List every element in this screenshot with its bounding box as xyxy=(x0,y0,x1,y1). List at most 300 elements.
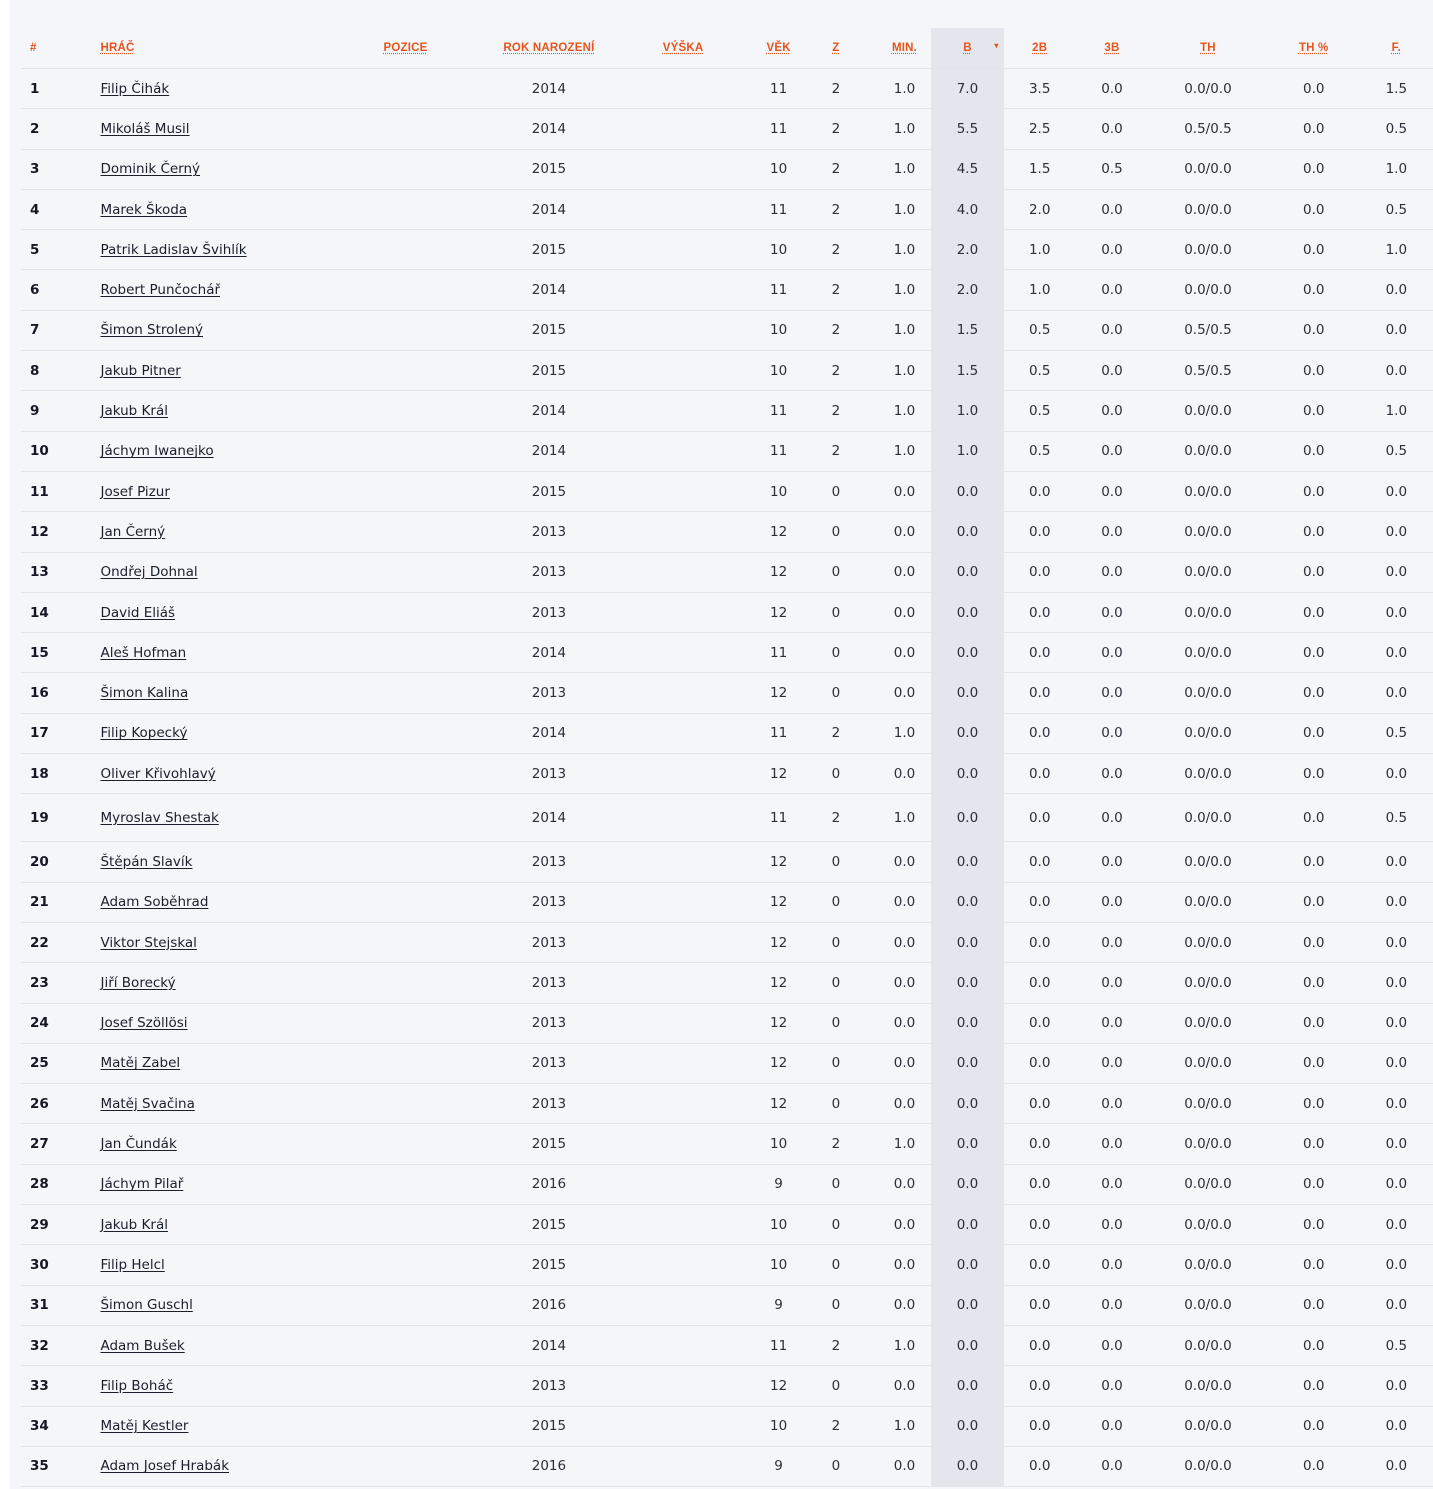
cell-position xyxy=(316,633,495,673)
cell-free-throws: 0.0/0.0 xyxy=(1148,69,1268,109)
player-link[interactable]: Jakub Pitner xyxy=(100,362,181,379)
player-link[interactable]: Marek Škoda xyxy=(100,201,188,218)
cell-rank: 26 xyxy=(21,1084,100,1124)
cell-height xyxy=(603,552,763,592)
cell-games: 0 xyxy=(794,673,878,713)
cell-rank: 5 xyxy=(21,230,100,270)
cell-player xyxy=(100,431,316,471)
table-row xyxy=(21,69,1433,109)
cell-minutes: 1.0 xyxy=(878,109,932,149)
cell-three-pointers: 0.0 xyxy=(1076,713,1148,753)
cell-free-throws: 0.0/0.0 xyxy=(1148,1164,1268,1204)
cell-points: 0.0 xyxy=(931,1124,1003,1164)
cell-free-throw-pct: 0.0 xyxy=(1268,1245,1360,1285)
cell-player xyxy=(100,512,316,552)
cell-rank: 14 xyxy=(21,592,100,632)
cell-birth-year: 2015 xyxy=(495,1205,603,1245)
cell-games: 2 xyxy=(794,391,878,431)
cell-three-pointers: 0.0 xyxy=(1076,754,1148,794)
cell-birth-year: 2016 xyxy=(495,1285,603,1325)
cell-rank: 8 xyxy=(21,351,100,391)
cell-player xyxy=(100,310,316,350)
cell-two-pointers: 0.0 xyxy=(1004,713,1076,753)
cell-player xyxy=(100,922,316,962)
cell-free-throw-pct: 0.0 xyxy=(1268,189,1360,229)
cell-age: 10 xyxy=(763,1245,794,1285)
cell-fouls: 0.0 xyxy=(1360,842,1433,882)
player-link[interactable]: Viktor Stejskal xyxy=(100,934,197,951)
cell-position xyxy=(316,1084,495,1124)
table-row xyxy=(21,149,1433,189)
cell-birth-year: 2014 xyxy=(495,633,603,673)
cell-two-pointers: 0.0 xyxy=(1004,1446,1076,1486)
cell-age: 9 xyxy=(763,1285,794,1325)
cell-player xyxy=(100,552,316,592)
player-link[interactable]: Josef Pizur xyxy=(100,483,170,500)
cell-points: 0.0 xyxy=(931,754,1003,794)
cell-points: 0.0 xyxy=(931,1245,1003,1285)
cell-three-pointers: 0.0 xyxy=(1076,1164,1148,1204)
cell-games: 0 xyxy=(794,1043,878,1083)
cell-free-throw-pct: 0.0 xyxy=(1268,149,1360,189)
cell-height xyxy=(603,592,763,632)
cell-fouls: 0.0 xyxy=(1360,1406,1433,1446)
cell-height xyxy=(603,1406,763,1446)
cell-two-pointers: 0.5 xyxy=(1004,431,1076,471)
table-row xyxy=(21,673,1433,713)
player-link[interactable]: Jakub Král xyxy=(100,403,168,420)
cell-fouls: 1.0 xyxy=(1360,149,1433,189)
cell-fouls: 0.0 xyxy=(1360,592,1433,632)
cell-games: 2 xyxy=(794,794,878,842)
player-link[interactable]: Patrik Ladislav Švihlík xyxy=(100,241,247,258)
table-row xyxy=(21,471,1433,511)
cell-points: 0.0 xyxy=(931,1003,1003,1043)
player-link[interactable]: Matěj Zabel xyxy=(100,1055,181,1072)
cell-minutes: 0.0 xyxy=(878,922,932,962)
table-row xyxy=(21,391,1433,431)
table-row xyxy=(21,1205,1433,1245)
cell-height xyxy=(603,351,763,391)
col-header-points[interactable] xyxy=(931,28,1003,69)
player-link[interactable]: Aleš Hofman xyxy=(100,644,187,661)
player-link[interactable]: Robert Punčochář xyxy=(100,282,221,299)
cell-height xyxy=(603,189,763,229)
cell-height xyxy=(603,149,763,189)
cell-two-pointers: 0.5 xyxy=(1004,310,1076,350)
cell-position xyxy=(316,1446,495,1486)
cell-free-throw-pct: 0.0 xyxy=(1268,794,1360,842)
cell-points: 1.5 xyxy=(931,351,1003,391)
cell-fouls: 1.0 xyxy=(1360,230,1433,270)
cell-birth-year: 2013 xyxy=(495,552,603,592)
player-stats-table xyxy=(21,28,1433,1487)
cell-player xyxy=(100,963,316,1003)
cell-three-pointers: 0.0 xyxy=(1076,1285,1148,1325)
cell-points: 0.0 xyxy=(931,1446,1003,1486)
col-header-games[interactable]: Z xyxy=(794,28,878,69)
cell-minutes: 0.0 xyxy=(878,673,932,713)
cell-minutes: 0.0 xyxy=(878,882,932,922)
table-row xyxy=(21,270,1433,310)
cell-position xyxy=(316,270,495,310)
cell-games: 2 xyxy=(794,351,878,391)
player-link[interactable]: Jan Černý xyxy=(100,523,166,540)
cell-three-pointers: 0.0 xyxy=(1076,69,1148,109)
col-header-birth-year[interactable]: ROK NAROZENÍ xyxy=(495,28,603,69)
cell-points: 1.0 xyxy=(931,391,1003,431)
cell-free-throw-pct: 0.0 xyxy=(1268,1043,1360,1083)
cell-position xyxy=(316,922,495,962)
cell-age: 11 xyxy=(763,431,794,471)
cell-position xyxy=(316,109,495,149)
player-link[interactable]: Filip Helcl xyxy=(100,1256,165,1273)
col-header-three-pointers[interactable]: 3B xyxy=(1076,28,1148,69)
cell-three-pointers: 0.0 xyxy=(1076,922,1148,962)
col-header-free-throws[interactable]: TH xyxy=(1148,28,1268,69)
cell-age: 12 xyxy=(763,512,794,552)
cell-birth-year: 2013 xyxy=(495,1084,603,1124)
col-header-rank[interactable]: # xyxy=(21,28,100,69)
cell-player xyxy=(100,109,316,149)
cell-position xyxy=(316,592,495,632)
cell-three-pointers: 0.0 xyxy=(1076,1245,1148,1285)
cell-age: 12 xyxy=(763,842,794,882)
cell-free-throws: 0.0/0.0 xyxy=(1148,754,1268,794)
cell-player xyxy=(100,351,316,391)
cell-birth-year: 2014 xyxy=(495,189,603,229)
cell-minutes: 0.0 xyxy=(878,1285,932,1325)
cell-minutes: 1.0 xyxy=(878,431,932,471)
cell-rank: 16 xyxy=(21,673,100,713)
cell-fouls: 0.0 xyxy=(1360,471,1433,511)
cell-height xyxy=(603,1084,763,1124)
cell-height xyxy=(603,1124,763,1164)
cell-minutes: 0.0 xyxy=(878,471,932,511)
player-link[interactable]: Šimon Kalina xyxy=(100,685,189,702)
cell-rank: 17 xyxy=(21,713,100,753)
cell-minutes: 1.0 xyxy=(878,69,932,109)
cell-fouls: 0.0 xyxy=(1360,633,1433,673)
player-link[interactable]: Josef Szöllösi xyxy=(100,1015,188,1032)
cell-free-throws: 0.0/0.0 xyxy=(1148,1003,1268,1043)
player-link[interactable]: Ondřej Dohnal xyxy=(100,564,198,581)
cell-age: 10 xyxy=(763,149,794,189)
cell-fouls: 0.0 xyxy=(1360,963,1433,1003)
cell-position xyxy=(316,794,495,842)
player-link[interactable]: Jáchym Iwanejko xyxy=(100,443,214,460)
cell-rank: 4 xyxy=(21,189,100,229)
cell-games: 2 xyxy=(794,109,878,149)
cell-free-throws: 0.0/0.0 xyxy=(1148,1245,1268,1285)
cell-position xyxy=(316,882,495,922)
table-row xyxy=(21,963,1433,1003)
table-row xyxy=(21,230,1433,270)
table-row xyxy=(21,1285,1433,1325)
cell-two-pointers: 0.0 xyxy=(1004,592,1076,632)
cell-height xyxy=(603,842,763,882)
col-header-height[interactable]: VÝŠKA xyxy=(603,28,763,69)
cell-games: 0 xyxy=(794,882,878,922)
cell-three-pointers: 0.0 xyxy=(1076,552,1148,592)
cell-minutes: 1.0 xyxy=(878,351,932,391)
cell-age: 10 xyxy=(763,471,794,511)
cell-points: 0.0 xyxy=(931,882,1003,922)
cell-two-pointers: 0.0 xyxy=(1004,1245,1076,1285)
cell-position xyxy=(316,431,495,471)
cell-minutes: 0.0 xyxy=(878,633,932,673)
cell-fouls: 0.0 xyxy=(1360,673,1433,713)
cell-games: 0 xyxy=(794,1003,878,1043)
cell-free-throws: 0.0/0.0 xyxy=(1148,673,1268,713)
cell-age: 12 xyxy=(763,552,794,592)
cell-three-pointers: 0.0 xyxy=(1076,431,1148,471)
player-link[interactable]: Adam Soběhrad xyxy=(100,894,209,911)
cell-age: 11 xyxy=(763,189,794,229)
col-header-minutes[interactable]: MIN. xyxy=(878,28,932,69)
cell-three-pointers: 0.0 xyxy=(1076,1084,1148,1124)
cell-height xyxy=(603,471,763,511)
cell-points: 5.5 xyxy=(931,109,1003,149)
cell-height xyxy=(603,1245,763,1285)
cell-player xyxy=(100,754,316,794)
cell-three-pointers: 0.0 xyxy=(1076,882,1148,922)
cell-free-throw-pct: 0.0 xyxy=(1268,754,1360,794)
cell-free-throw-pct: 0.0 xyxy=(1268,471,1360,511)
player-link[interactable]: Dominik Černý xyxy=(100,161,201,178)
player-link[interactable]: Jiří Borecký xyxy=(100,974,176,991)
cell-player xyxy=(100,1164,316,1204)
cell-free-throw-pct: 0.0 xyxy=(1268,592,1360,632)
cell-two-pointers: 0.0 xyxy=(1004,1043,1076,1083)
player-link[interactable]: Filip Boháč xyxy=(100,1377,174,1394)
cell-position xyxy=(316,1366,495,1406)
cell-games: 0 xyxy=(794,922,878,962)
cell-age: 12 xyxy=(763,1003,794,1043)
cell-minutes: 0.0 xyxy=(878,1164,932,1204)
cell-player xyxy=(100,1003,316,1043)
cell-points: 0.0 xyxy=(931,842,1003,882)
cell-points: 1.0 xyxy=(931,431,1003,471)
cell-rank: 6 xyxy=(21,270,100,310)
player-link[interactable]: Adam Bušek xyxy=(100,1337,185,1354)
cell-birth-year: 2015 xyxy=(495,310,603,350)
cell-height xyxy=(603,754,763,794)
cell-two-pointers: 0.5 xyxy=(1004,351,1076,391)
table-row xyxy=(21,109,1433,149)
col-header-points-label: B xyxy=(963,42,972,54)
cell-rank: 31 xyxy=(21,1285,100,1325)
cell-height xyxy=(603,882,763,922)
cell-rank: 23 xyxy=(21,963,100,1003)
col-header-two-pointers[interactable]: 2B xyxy=(1004,28,1076,69)
cell-birth-year: 2014 xyxy=(495,431,603,471)
cell-games: 0 xyxy=(794,592,878,632)
player-link[interactable]: Jan Čundák xyxy=(100,1136,177,1153)
cell-points: 1.5 xyxy=(931,310,1003,350)
cell-player xyxy=(100,391,316,431)
cell-age: 12 xyxy=(763,1043,794,1083)
player-link[interactable]: Adam Josef Hrabák xyxy=(100,1458,230,1475)
cell-minutes: 0.0 xyxy=(878,754,932,794)
cell-age: 11 xyxy=(763,270,794,310)
table-row xyxy=(21,1084,1433,1124)
cell-games: 0 xyxy=(794,512,878,552)
cell-free-throw-pct: 0.0 xyxy=(1268,842,1360,882)
cell-minutes: 1.0 xyxy=(878,794,932,842)
col-header-player[interactable]: HRÁČ xyxy=(100,28,316,69)
table-row xyxy=(21,1325,1433,1365)
cell-free-throws: 0.0/0.0 xyxy=(1148,1084,1268,1124)
player-link[interactable]: Jakub Král xyxy=(100,1216,168,1233)
cell-height xyxy=(603,1325,763,1365)
table-row xyxy=(21,552,1433,592)
player-link[interactable]: Mikoláš Musil xyxy=(100,120,190,137)
cell-games: 0 xyxy=(794,1164,878,1204)
cell-birth-year: 2015 xyxy=(495,351,603,391)
cell-three-pointers: 0.0 xyxy=(1076,842,1148,882)
cell-player xyxy=(100,794,316,842)
cell-free-throws: 0.0/0.0 xyxy=(1148,1205,1268,1245)
cell-three-pointers: 0.0 xyxy=(1076,963,1148,1003)
table-row xyxy=(21,1124,1433,1164)
cell-height xyxy=(603,109,763,149)
cell-free-throw-pct: 0.0 xyxy=(1268,882,1360,922)
cell-rank: 1 xyxy=(21,69,100,109)
cell-two-pointers: 0.0 xyxy=(1004,922,1076,962)
cell-rank: 18 xyxy=(21,754,100,794)
cell-height xyxy=(603,633,763,673)
cell-three-pointers: 0.0 xyxy=(1076,1003,1148,1043)
table-row xyxy=(21,1164,1433,1204)
cell-age: 10 xyxy=(763,1406,794,1446)
cell-age: 9 xyxy=(763,1446,794,1486)
cell-rank: 29 xyxy=(21,1205,100,1245)
cell-rank: 34 xyxy=(21,1406,100,1446)
cell-points: 0.0 xyxy=(931,673,1003,713)
table-row xyxy=(21,592,1433,632)
cell-three-pointers: 0.0 xyxy=(1076,592,1148,632)
cell-free-throw-pct: 0.0 xyxy=(1268,1406,1360,1446)
col-header-age[interactable]: VĚK xyxy=(763,28,794,69)
cell-birth-year: 2013 xyxy=(495,922,603,962)
cell-free-throws: 0.0/0.0 xyxy=(1148,512,1268,552)
cell-fouls: 0.0 xyxy=(1360,1084,1433,1124)
cell-player xyxy=(100,1205,316,1245)
player-link[interactable]: Matěj Kestler xyxy=(100,1418,189,1435)
cell-player xyxy=(100,1124,316,1164)
cell-birth-year: 2014 xyxy=(495,1325,603,1365)
cell-free-throws: 0.0/0.0 xyxy=(1148,1325,1268,1365)
cell-games: 0 xyxy=(794,1084,878,1124)
cell-points: 0.0 xyxy=(931,633,1003,673)
col-header-position[interactable]: POZICE xyxy=(316,28,495,69)
cell-player xyxy=(100,592,316,632)
cell-points: 4.0 xyxy=(931,189,1003,229)
cell-three-pointers: 0.0 xyxy=(1076,1325,1148,1365)
col-header-free-throw-pct[interactable]: TH % xyxy=(1268,28,1360,69)
cell-free-throw-pct: 0.0 xyxy=(1268,351,1360,391)
cell-birth-year: 2014 xyxy=(495,391,603,431)
cell-player xyxy=(100,1406,316,1446)
cell-rank: 32 xyxy=(21,1325,100,1365)
player-link[interactable]: Filip Čihák xyxy=(100,80,170,97)
player-link[interactable]: Matěj Svačina xyxy=(100,1095,195,1112)
cell-games: 2 xyxy=(794,69,878,109)
cell-minutes: 1.0 xyxy=(878,1124,932,1164)
cell-three-pointers: 0.5 xyxy=(1076,149,1148,189)
cell-games: 2 xyxy=(794,431,878,471)
table-row xyxy=(21,1003,1433,1043)
cell-minutes: 0.0 xyxy=(878,1003,932,1043)
cell-games: 0 xyxy=(794,1285,878,1325)
col-header-fouls[interactable]: F. xyxy=(1360,28,1433,69)
cell-birth-year: 2015 xyxy=(495,471,603,511)
cell-free-throw-pct: 0.0 xyxy=(1268,633,1360,673)
cell-player xyxy=(100,633,316,673)
cell-minutes: 1.0 xyxy=(878,1325,932,1365)
cell-height xyxy=(603,270,763,310)
player-link[interactable]: Štěpán Slavík xyxy=(100,853,193,870)
cell-fouls: 0.0 xyxy=(1360,1446,1433,1486)
cell-position xyxy=(316,963,495,1003)
cell-three-pointers: 0.0 xyxy=(1076,512,1148,552)
cell-height xyxy=(603,1003,763,1043)
cell-two-pointers: 0.0 xyxy=(1004,1205,1076,1245)
cell-two-pointers: 2.5 xyxy=(1004,109,1076,149)
cell-games: 2 xyxy=(794,270,878,310)
cell-two-pointers: 2.0 xyxy=(1004,189,1076,229)
cell-two-pointers: 0.0 xyxy=(1004,1003,1076,1043)
cell-position xyxy=(316,351,495,391)
cell-age: 11 xyxy=(763,633,794,673)
cell-position xyxy=(316,1003,495,1043)
player-link[interactable]: Filip Kopecký xyxy=(100,725,188,742)
player-link[interactable]: Šimon Guschl xyxy=(100,1297,193,1314)
player-link[interactable]: Oliver Křivohlavý xyxy=(100,765,216,782)
cell-three-pointers: 0.0 xyxy=(1076,270,1148,310)
cell-free-throws: 0.0/0.0 xyxy=(1148,431,1268,471)
player-link[interactable]: Myroslav Shestak xyxy=(100,809,219,826)
header-row xyxy=(21,28,1433,69)
table-row xyxy=(21,189,1433,229)
cell-two-pointers: 0.0 xyxy=(1004,633,1076,673)
cell-games: 0 xyxy=(794,842,878,882)
cell-points: 0.0 xyxy=(931,713,1003,753)
cell-minutes: 0.0 xyxy=(878,592,932,632)
cell-free-throws: 0.0/0.0 xyxy=(1148,149,1268,189)
cell-three-pointers: 0.0 xyxy=(1076,633,1148,673)
cell-free-throw-pct: 0.0 xyxy=(1268,109,1360,149)
cell-rank: 9 xyxy=(21,391,100,431)
cell-age: 10 xyxy=(763,351,794,391)
cell-rank: 11 xyxy=(21,471,100,511)
cell-fouls: 0.0 xyxy=(1360,1003,1433,1043)
cell-birth-year: 2013 xyxy=(495,754,603,794)
cell-position xyxy=(316,230,495,270)
cell-minutes: 1.0 xyxy=(878,149,932,189)
cell-free-throw-pct: 0.0 xyxy=(1268,512,1360,552)
cell-rank: 30 xyxy=(21,1245,100,1285)
table-row xyxy=(21,1406,1433,1446)
cell-minutes: 1.0 xyxy=(878,270,932,310)
cell-age: 10 xyxy=(763,230,794,270)
cell-birth-year: 2013 xyxy=(495,673,603,713)
player-link[interactable]: David Eliáš xyxy=(100,604,176,621)
player-link[interactable]: Šimon Strolený xyxy=(100,322,204,339)
player-link[interactable]: Jáchym Pilař xyxy=(100,1176,184,1193)
cell-birth-year: 2014 xyxy=(495,109,603,149)
